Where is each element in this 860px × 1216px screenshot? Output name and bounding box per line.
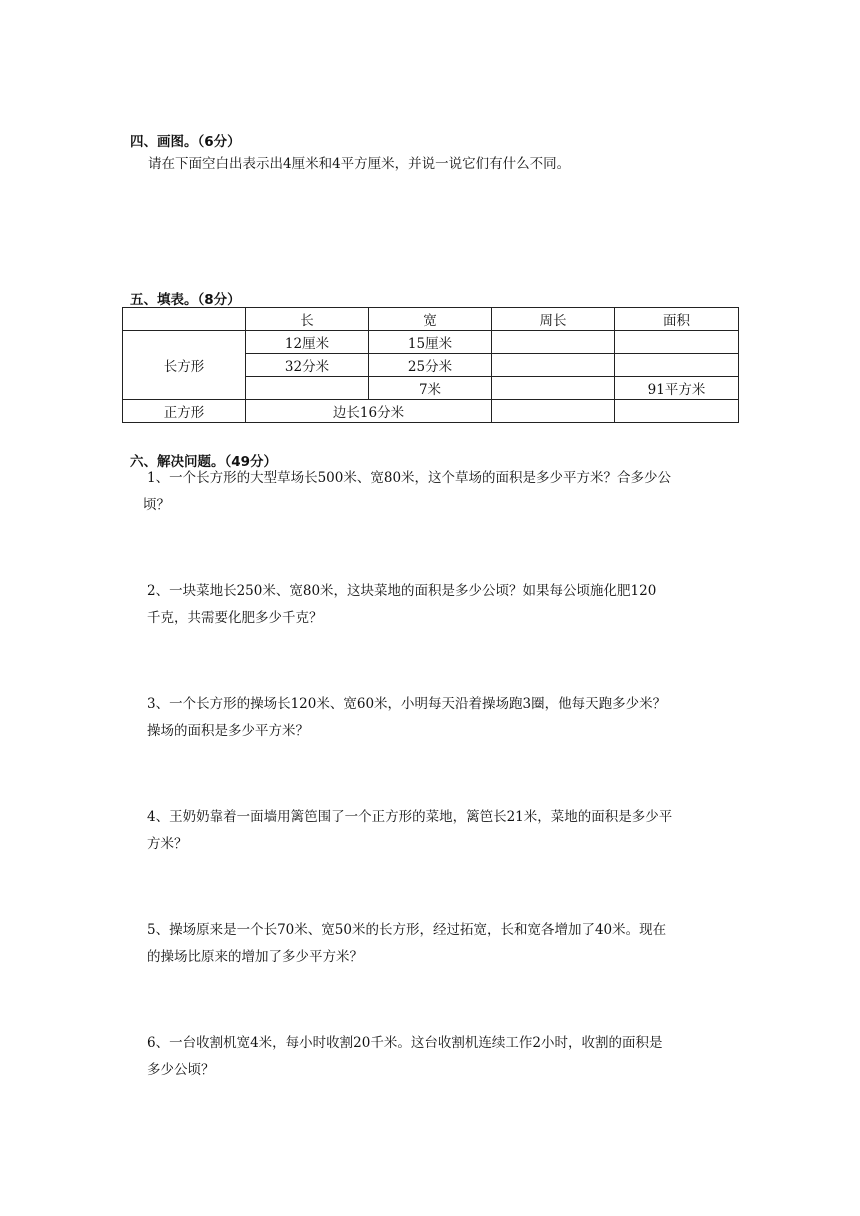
table-cell-blank — [246, 377, 369, 400]
table-cell-blank — [492, 331, 615, 354]
problem-3-line1: 3、一个长方形的操场长120米、宽60米，小明每天沿着操场跑3圈，他每天跑多少米？ — [147, 696, 667, 712]
table-header-cell: 面积 — [615, 308, 739, 331]
section-6-title: 六、解决问题。（49分） — [130, 454, 278, 470]
problem-1 — [143, 465, 672, 519]
problem-1-line2: 顷？ — [143, 497, 170, 513]
problem-2-line2: 千克，共需要化肥多少千克？ — [147, 610, 323, 626]
problem-4-line2: 方米？ — [147, 836, 188, 852]
table-header-cell — [123, 308, 246, 331]
problem-2 — [147, 578, 656, 632]
table-cell-blank — [615, 354, 739, 377]
table-row — [123, 331, 739, 354]
problem-6-line1: 6、一台收割机宽4米，每小时收割20千米。这台收割机连续工作2小时，收割的面积是 — [147, 1035, 663, 1051]
section-5-title: 五、填表。（8分） — [130, 292, 241, 308]
problem-1-line1: 1、一个长方形的大型草场长500米、宽80米，这个草场的面积是多少平方米？合多少公 — [147, 470, 672, 486]
problem-5-line1: 5、操场原来是一个长70米、宽50米的长方形，经过拓宽，长和宽各增加了40米。现在 — [147, 922, 667, 938]
table-cell: 25分米 — [369, 354, 492, 377]
problem-5-line2: 的操场比原来的增加了多少平方米？ — [147, 949, 363, 965]
table-cell: 12厘米 — [246, 331, 369, 354]
table-row — [123, 400, 739, 423]
problem-2-line1: 2、一块菜地长250米、宽80米，这块菜地的面积是多少公顷？如果每公顷施化肥120 — [147, 583, 657, 599]
table-cell-blank — [492, 377, 615, 400]
problem-5 — [147, 917, 666, 971]
table-cell: 91平方米 — [615, 377, 739, 400]
table-cell-blank — [492, 354, 615, 377]
table-cell: 7米 — [369, 377, 492, 400]
fill-in-table — [122, 307, 739, 423]
table-header-cell: 长 — [246, 308, 369, 331]
problem-6-line2: 多少公顷？ — [147, 1062, 215, 1078]
table-cell: 32分米 — [246, 354, 369, 377]
section-4-prompt: 请在下面空白出表示出4厘米和4平方厘米，并说一说它们有什么不同。 — [148, 156, 571, 172]
problem-4-line1: 4、王奶奶靠着一面墙用篱笆围了一个正方形的菜地，篱笆长21米，菜地的面积是多少平 — [147, 809, 673, 825]
table-cell: 15厘米 — [369, 331, 492, 354]
problem-4 — [147, 804, 672, 858]
table-cell-blank — [492, 400, 615, 423]
table-cell-blank — [615, 400, 739, 423]
problem-3 — [147, 691, 666, 745]
problem-3-line2: 操场的面积是多少平方米？ — [147, 723, 309, 739]
rectangle-label: 长方形 — [123, 331, 246, 400]
table-cell-blank — [615, 331, 739, 354]
table-header-row — [123, 308, 739, 331]
table-header-cell: 周长 — [492, 308, 615, 331]
square-side-cell: 边长16分米 — [246, 400, 492, 423]
problem-6 — [147, 1030, 662, 1084]
square-label: 正方形 — [123, 400, 246, 423]
table-header-cell: 宽 — [369, 308, 492, 331]
section-4-title: 四、画图。（6分） — [130, 134, 241, 150]
